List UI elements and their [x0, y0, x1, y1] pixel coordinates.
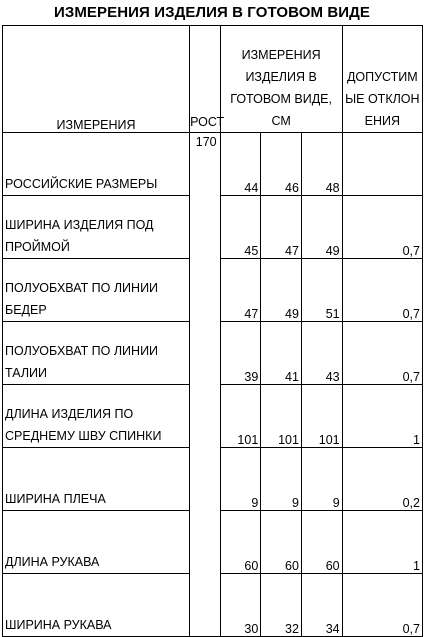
- size-value-cell: 30: [220, 574, 261, 637]
- deviation-cell: [342, 133, 422, 196]
- size-value-cell: 101: [261, 385, 302, 448]
- size-value-cell: 60: [261, 511, 302, 574]
- deviation-cell: 0,7: [342, 196, 422, 259]
- row-label: ДЛИНА ИЗДЕЛИЯ ПО СРЕДНЕМУ ШВУ СПИНКИ: [3, 385, 190, 448]
- header-deviation: ДОПУСТИМЫЕ ОТКЛОНЕНИЯ: [342, 26, 422, 133]
- size-value-cell: 41: [261, 322, 302, 385]
- row-label: ПОЛУОБХВАТ ПО ЛИНИИ ТАЛИИ: [3, 322, 190, 385]
- deviation-cell: 0,7: [342, 322, 422, 385]
- size-value-cell: 43: [301, 322, 342, 385]
- header-rost: РОСТ: [190, 26, 221, 133]
- size-value-cell: 9: [261, 448, 302, 511]
- deviation-cell: 1: [342, 511, 422, 574]
- deviation-cell: 0,2: [342, 448, 422, 511]
- size-value-cell: 51: [301, 259, 342, 322]
- row-label: ШИРИНА ПЛЕЧА: [3, 448, 190, 511]
- row-label: ДЛИНА РУКАВА: [3, 511, 190, 574]
- size-value-cell: 60: [301, 511, 342, 574]
- size-value-cell: 47: [220, 259, 261, 322]
- page-title: ИЗМЕРЕНИЯ ИЗДЕЛИЯ В ГОТОВОМ ВИДЕ: [53, 4, 371, 21]
- table-row: [3, 133, 423, 196]
- size-value-cell: 48: [301, 133, 342, 196]
- size-value-cell: 60: [220, 511, 261, 574]
- deviation-cell: 1: [342, 385, 422, 448]
- header-measure: ИЗМЕРЕНИЯ: [3, 26, 190, 133]
- row-label: ПОЛУОБХВАТ ПО ЛИНИИ БЕДЕР: [3, 259, 190, 322]
- row-label: ШИРИНА ИЗДЕЛИЯ ПОД ПРОЙМОЙ: [3, 196, 190, 259]
- size-value-cell: 34: [301, 574, 342, 637]
- size-value-cell: 9: [301, 448, 342, 511]
- row-label: ШИРИНА РУКАВА: [3, 574, 190, 637]
- size-value-cell: 101: [301, 385, 342, 448]
- measurements-table: [2, 25, 423, 637]
- size-value-cell: 49: [261, 259, 302, 322]
- size-value-cell: 39: [220, 322, 261, 385]
- table-header-row: [3, 26, 423, 133]
- size-value-cell: 46: [261, 133, 302, 196]
- size-value-cell: 49: [301, 196, 342, 259]
- rost-cell: [190, 133, 221, 637]
- size-value-cell: 45: [220, 196, 261, 259]
- rost-value: 170: [195, 135, 217, 149]
- size-value-cell: 47: [261, 196, 302, 259]
- size-value-cell: 9: [220, 448, 261, 511]
- size-value-cell: 32: [261, 574, 302, 637]
- size-value-cell: 101: [220, 385, 261, 448]
- deviation-cell: 0,7: [342, 259, 422, 322]
- size-value-cell: 44: [220, 133, 261, 196]
- deviation-cell: 0,7: [342, 574, 422, 637]
- header-finished: ИЗМЕРЕНИЯ ИЗДЕЛИЯ В ГОТОВОМ ВИДЕ, СМ: [220, 26, 342, 133]
- row-label: РОССИЙСКИЕ РАЗМЕРЫ: [3, 133, 190, 196]
